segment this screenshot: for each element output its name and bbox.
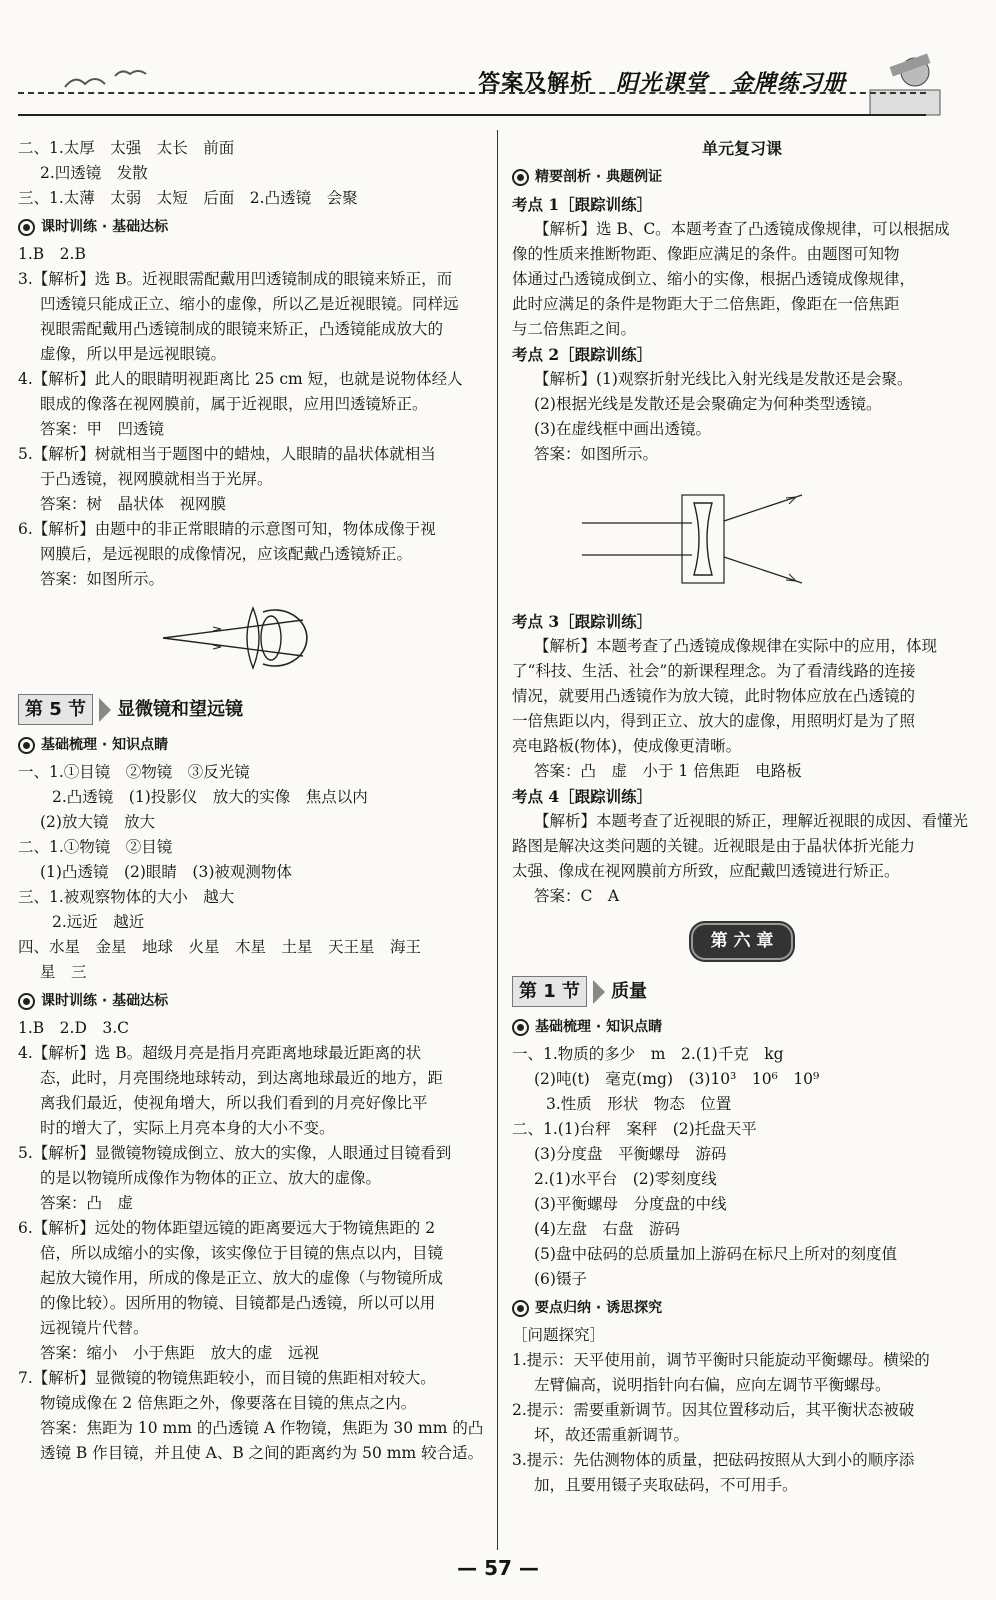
answer-line: 2.提示：需要重新调节。因其位置移动后，其平衡状态被破 bbox=[512, 1401, 915, 1419]
section-tag: 第 1 节 bbox=[512, 976, 587, 1007]
answer-line: (1)凸透镜 (2)眼睛 (3)被观测物体 bbox=[40, 863, 292, 881]
header-title-part2: 阳光课堂 金牌练习册 bbox=[615, 71, 846, 96]
answer-line: (2)根据光线是发散还是会聚确定为何种类型透镜。 bbox=[534, 395, 882, 413]
arrow-icon bbox=[99, 698, 111, 722]
kaodian-head: 考点 3［跟踪训练］ bbox=[512, 612, 653, 631]
concave-lens-figure bbox=[572, 473, 912, 603]
bullet-icon bbox=[18, 219, 35, 236]
answer-line: 5.【解析】树就相当于题图中的蜡烛，人眼睛的晶状体就相当 bbox=[18, 445, 436, 463]
answer-line: 6.【解析】远处的物体距望远镜的距离要远大于物镜焦距的 2 bbox=[18, 1219, 436, 1237]
answer-line: 倍，所以成缩小的实像，该实像位于目镜的焦点以内，目镜 bbox=[40, 1244, 444, 1262]
answer-line: 三、1.被观察物体的大小 越大 bbox=[18, 888, 235, 906]
answer-line: (3)分度盘 平衡螺母 游码 bbox=[534, 1145, 727, 1163]
answer-line: 3.性质 形状 物态 位置 bbox=[546, 1095, 732, 1113]
page-header bbox=[18, 60, 966, 120]
kaodian-head: 考点 1［跟踪训练］ bbox=[512, 195, 653, 214]
answer-line: (5)盘中砝码的总质量加上游码在标尺上所对的刻度值 bbox=[534, 1245, 897, 1263]
answer-line: 态，此时，月亮围绕地球转动，到达离地球最近的地方，距 bbox=[40, 1069, 444, 1087]
basics-head: 基础梳理 · 知识点睛 bbox=[512, 1015, 972, 1040]
section-5-heading bbox=[18, 694, 488, 725]
answer-line: 二、1.太厚 太强 太长 前面 bbox=[18, 139, 235, 157]
kaodian-head: 考点 4［跟踪训练］ bbox=[512, 787, 653, 806]
answer-line: 答案：如图所示。 bbox=[534, 445, 659, 463]
answer-line: 加，且要用镊子夹取砝码，不可用手。 bbox=[534, 1476, 798, 1494]
header-title-part1: 答案及解析 bbox=[478, 71, 594, 96]
answer-line: 一、1.①目镜 ②物镜 ③反光镜 bbox=[18, 763, 250, 781]
answer-line: 答案：如图所示。 bbox=[40, 570, 165, 588]
concave-lens-diagram bbox=[512, 473, 972, 603]
answer-line: (6)镊子 bbox=[534, 1270, 587, 1288]
answer-line: 1.B 2.B bbox=[18, 245, 86, 263]
answer-line: 情况，就要用凸透镜作为放大镜，此时物体应放在凸透镜的 bbox=[512, 687, 916, 705]
answer-line: 坏，故还需重新调节。 bbox=[534, 1426, 690, 1444]
answer-line: 一倍焦距以内，得到正立、放大的虚像，用照明灯是为了照 bbox=[512, 712, 916, 730]
answer-line: 5.【解析】显微镜物镜成倒立、放大的实像，人眼通过目镜看到 bbox=[18, 1144, 452, 1162]
section-1-heading bbox=[512, 976, 972, 1007]
answer-line: 了“科技、生活、社会”的新课程理念。为了看清线路的连接 bbox=[512, 662, 916, 680]
answer-line: (2)放大镜 放大 bbox=[40, 813, 155, 831]
answer-line: 6.【解析】由题中的非正常眼睛的示意图可知，物体成像于视 bbox=[18, 520, 436, 538]
answer-line: 【解析】(1)观察折射光线比入射光线是发散还是会聚。 bbox=[534, 370, 913, 388]
answer-line: 远视镜片代替。 bbox=[40, 1319, 149, 1337]
column-divider bbox=[497, 130, 498, 1550]
answer-line: 视眼需配戴用凸透镜制成的眼镜来矫正，凸透镜能成放大的 bbox=[40, 320, 444, 338]
answer-line: 答案：树 晶状体 视网膜 bbox=[40, 495, 227, 513]
kaodian-head: 考点 2［跟踪训练］ bbox=[512, 345, 653, 364]
answer-line: 星 三 bbox=[40, 963, 87, 981]
unit-title: 单元复习课 bbox=[701, 139, 782, 158]
answer-line: (3)平衡螺母 分度盘的中线 bbox=[534, 1195, 727, 1213]
answer-line: (3)在虚线框中画出透镜。 bbox=[534, 420, 711, 438]
answer-line: 二、1.(1)台秤 案秤 (2)托盘天平 bbox=[512, 1120, 757, 1138]
section-tag: 第 5 节 bbox=[18, 694, 93, 725]
answer-line: 太强、像成在视网膜前方所致，应配戴凹透镜进行矫正。 bbox=[512, 862, 900, 880]
eye-diagram bbox=[18, 598, 488, 678]
explore-head: ［问题探究］ bbox=[512, 1326, 606, 1344]
basics-head: 基础梳理 · 知识点睛 bbox=[18, 733, 488, 758]
header-title bbox=[478, 66, 846, 97]
answer-line: 与二倍焦距之间。 bbox=[512, 320, 637, 338]
bullet-icon bbox=[18, 993, 35, 1010]
answer-line: 1.提示：天平使用前，调节平衡时只能旋动平衡螺母。横梁的 bbox=[512, 1351, 930, 1369]
answer-line: 答案：凸 虚 bbox=[40, 1194, 134, 1212]
key-head: 要点归纳 · 诱思探究 bbox=[512, 1296, 972, 1321]
answer-line: 像的性质来推断物距、像距应满足的条件。由题图可知物 bbox=[512, 245, 900, 263]
left-column bbox=[18, 136, 488, 1466]
answer-line: 物镜成像在 2 倍焦距之外，像要落在目镜的焦点之内。 bbox=[40, 1394, 417, 1412]
answer-line: 透镜 B 作目镜，并且使 A、B 之间的距离约为 50 mm 较合适。 bbox=[40, 1444, 484, 1462]
answer-line: 一、1.物质的多少 m 2.(1)千克 kg bbox=[512, 1045, 784, 1063]
training-head: 课时训练 · 基础达标 bbox=[18, 215, 488, 240]
section-title: 质量 bbox=[611, 981, 648, 1002]
answer-line: 亮电路板(物体)，使成像更清晰。 bbox=[512, 737, 742, 755]
answer-line: 离我们最近，使视角增大，所以我们看到的月亮好像比平 bbox=[40, 1094, 428, 1112]
answer-line: 7.【解析】显微镜的物镜焦距较小，而目镜的焦距相对较大。 bbox=[18, 1369, 436, 1387]
answer-line: 1.B 2.D 3.C bbox=[18, 1019, 130, 1037]
answer-line: 起放大镜作用，所成的像是正立、放大的虚像（与物镜所成 bbox=[40, 1269, 444, 1287]
answer-line: 【解析】本题考查了近视眼的矫正，理解近视眼的成因、看懂光 bbox=[534, 812, 969, 830]
analysis-head: 精要剖析 · 典题例证 bbox=[512, 165, 972, 190]
bullet-icon bbox=[512, 1019, 529, 1036]
answer-line: 虚像，所以甲是远视眼镜。 bbox=[40, 345, 227, 363]
answer-line: 左臂偏高，说明指针向右偏，应向左调节平衡螺母。 bbox=[534, 1376, 891, 1394]
answer-line: 2.凸透镜 (1)投影仪 放大的实像 焦点以内 bbox=[52, 788, 368, 806]
right-column bbox=[512, 136, 972, 1498]
answer-line: 二、1.①物镜 ②目镜 bbox=[18, 838, 173, 856]
answer-line: 眼成的像落在视网膜前，属于近视眼，应用凹透镜矫正。 bbox=[40, 395, 428, 413]
bullet-icon bbox=[512, 1300, 529, 1317]
answer-line: (2)吨(t) 毫克(mg) (3)10³ 10⁶ 10⁹ bbox=[534, 1070, 820, 1088]
answer-line: 答案：凸 虚 小于 1 倍焦距 电路板 bbox=[534, 762, 802, 780]
eye-lens-figure bbox=[153, 598, 353, 678]
answer-line: 凹透镜只能成正立、缩小的虚像，所以乙是近视眼镜。同样远 bbox=[40, 295, 459, 313]
answer-line: 4.【解析】选 B。超级月亮是指月亮距离地球最近距离的状 bbox=[18, 1044, 422, 1062]
answer-line: (4)左盘 右盘 游码 bbox=[534, 1220, 680, 1238]
answer-line: 四、水星 金星 地球 火星 木星 土星 天王星 海王 bbox=[18, 938, 422, 956]
page-number: — 57 — bbox=[457, 1556, 539, 1580]
answer-line: 网膜后，是远视眼的成像情况，应该配戴凸透镜矫正。 bbox=[40, 545, 413, 563]
answer-line: 答案：C A bbox=[534, 887, 620, 905]
answer-line: 【解析】选 B、C。本题考查了凸透镜成像规律，可以根据成 bbox=[534, 220, 950, 238]
answer-line: 时的增大了，实际上月亮本身的大小不变。 bbox=[40, 1119, 335, 1137]
answer-line: 3.提示：先估测物体的质量，把砝码按照从大到小的顺序添 bbox=[512, 1451, 915, 1469]
bullet-icon bbox=[18, 737, 35, 754]
chapter-6-banner bbox=[512, 923, 972, 960]
answer-line: 【解析】本题考查了凸透镜成像规律在实际中的应用，体现 bbox=[534, 637, 938, 655]
answer-line: 2.凹透镜 发散 bbox=[40, 164, 148, 182]
answer-line: 的像比较）。因所用的物镜、目镜都是凸透镜，所以可以用 bbox=[40, 1294, 436, 1312]
answer-line: 体通过凸透镜成倒立、缩小的实像，根据凸透镜成像规律， bbox=[512, 270, 916, 288]
answer-line: 3.【解析】选 B。近视眼需配戴用凹透镜制成的眼镜来矫正，而 bbox=[18, 270, 453, 288]
answer-line: 答案：缩小 小于焦距 放大的虚 远视 bbox=[40, 1344, 320, 1362]
answer-line: 2.(1)水平台 (2)零刻度线 bbox=[534, 1170, 717, 1188]
chapter-6-title: 第 六 章 bbox=[691, 923, 794, 960]
header-underline bbox=[18, 114, 926, 116]
answer-line: 2.远近 越近 bbox=[52, 913, 145, 931]
answer-line: 答案：甲 凹透镜 bbox=[40, 420, 165, 438]
answer-line: 答案：焦距为 10 mm 的凸透镜 A 作物镜，焦距为 30 mm 的凸 bbox=[40, 1419, 484, 1437]
bullet-icon bbox=[512, 169, 529, 186]
answer-line: 4.【解析】此人的眼睛明视距离比 25 cm 短，也就是说物体经人 bbox=[18, 370, 463, 388]
answer-line: 于凸透镜，视网膜就相当于光屏。 bbox=[40, 470, 273, 488]
section-title: 显微镜和望远镜 bbox=[117, 699, 244, 720]
answer-line: 的是以物镜所成像作为物体的正立、放大的虚像。 bbox=[40, 1169, 382, 1187]
training-head: 课时训练 · 基础达标 bbox=[18, 989, 488, 1014]
answer-line: 此时应满足的条件是物距大于二倍焦距，像距在一倍焦距 bbox=[512, 295, 900, 313]
answer-line: 三、1.太薄 太弱 太短 后面 2.凸透镜 会聚 bbox=[18, 189, 358, 207]
answer-line: 路图是解决这类问题的关键。近视眼是由于晶状体折光能力 bbox=[512, 837, 916, 855]
arrow-icon bbox=[593, 980, 605, 1004]
